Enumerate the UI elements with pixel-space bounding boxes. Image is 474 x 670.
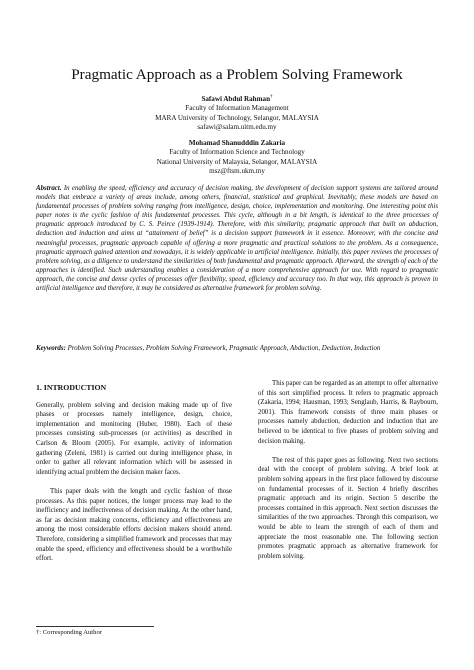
abstract <box>36 184 438 293</box>
paragraph-text: This paper deals with the length and cyclic fashion of those processes. As this paper notices, the longer process may lead to the inefficiency and ineffectiveness of decision making. At the other hand, as far as decision making concerns, efficiency and effectiveness are among the most considerable efforts decision makers should attend. Therefore, considering a simplified framework and processes that may enable the speed, efficiency and effectiveness should be a worthwhile effort. <box>36 487 232 563</box>
author-name: Mohamad Shanudddin Zakaria <box>188 139 286 147</box>
paragraph-text: This paper can be regarded as an attempt to offer alternative of this sort simplified process. It refers to pragmatic approach (Zakaria, 1994; Hausman, 1993; Senglaub, Harris, & Raybourn, 2001). This framework consists of three main phases or processes namely abduction, deduction and induction that are believed to be identical to five phases of problem solving and decision making. <box>258 380 438 445</box>
keywords <box>36 344 438 353</box>
section-heading: 1. INTRODUCTION <box>36 383 107 392</box>
author-block-2 <box>0 139 474 177</box>
footnote: †: Corresponding Author <box>36 629 102 636</box>
left-column <box>36 383 232 573</box>
affiliation-line: National University of Malaysia, Selangor, MALAYSIA <box>156 157 318 166</box>
affiliation-line: Faculty of Information Science and Technology <box>169 148 305 157</box>
abstract-text: In enabling the speed, efficiency and accuracy of decision making, the development of decision support systems are tailored around models that embrace a variety of areas include, among others, financial, statistical and graphical. Inevitably, these models are based on fundamental processes of problem solving ranging from intelligence, design, choice, implementation and monitoring. One interesting point this paper notes is the cyclic fashion of this fundamental processes. This cycle, although in a bit length, is identical to the three processes of pragmatic approach introduced by C. S. Peirce (1939-1914). Therefore, with this similarity, pragmatic approach that built on abduction, deduction and induction and aims at “attainment of belief” is a decision support framework in it essence. Moreover, with the concise and meaningful processes, pragmatic approach capable of offering a more pragmatic and practical solutions to the problem. As a consequence, pragmatic approach gained attention and nowadays, it is widely applicable in artificial intelligence. Initially, this paper reviews the processes of problem solving, as a diligence to understand the similarities of both fundamental and pragmatic approach. Afterward, the strength of each of the approaches is identified. Such understanding enables a consideration of a more comprehensive approach for use. With regard to pragmatic approach, the concise and dense cycles of processes offer flexibility, speed, efficiency and accuracy too. In that way, this approach is proven in artificial intelligence and therefore, it may be considered as alternative framework for problem solving. <box>36 185 438 293</box>
keywords-text: Problem Solving Processes, Problem Solving Framework, Pragmatic Approach, Abduction, Deduction, Induction <box>67 345 381 352</box>
paragraph <box>258 379 438 446</box>
affiliation-line: MARA University of Technology, Selangor, MALAYSIA <box>155 113 319 122</box>
abstract-label: Abstract. <box>36 185 62 192</box>
author-block-1 <box>0 95 474 133</box>
paper-title: Pragmatic Approach as a Problem Solving Framework <box>71 66 403 83</box>
corresponding-mark: † <box>270 94 273 100</box>
paragraph-text: The rest of this paper goes as following. Next two sections deal with the concept of problem solving. A brief look at problem solving appears in the first place followed by discourse on fundamental processes of it. Section 4 briefly describes pragmatic approach and its origin. Section 5 describe the processes contained in this approach. Next section discusses the similarities of the two approaches. Through this comparison, we would be able to learn the strength of each of them and appreciate the most reasonable one. The following section promotes pragmatic approach as alternative framework for problem solving. <box>258 456 438 560</box>
paragraph <box>258 456 438 562</box>
affiliation-line: Faculty of Information Management <box>185 104 289 113</box>
author-name: Safawi Abdul Rahman <box>201 95 271 103</box>
author-email: msz@ftsm.ukm.my <box>209 167 265 176</box>
paragraph <box>36 487 232 564</box>
right-column <box>258 379 438 571</box>
footnote-rule <box>36 626 154 627</box>
keywords-label: Keywords: <box>36 345 66 352</box>
author-email: safawi@salam.uitm.edu.my <box>197 123 277 132</box>
paragraph: Generally, problem solving and decision making made up of five phases or processes namely intelligence, design, choice, implementation and monitoring (Huber, 1980). Each of these processes consisting sub-processes (or activities) as described in Carlson & Bloom (2005). For example, activity of information gathering (Zeleni, 1981) is carried out during intelligence phase, in order to gather all relevant information which will be assessed in identifying actual problem the decision maker faces. <box>36 401 232 476</box>
